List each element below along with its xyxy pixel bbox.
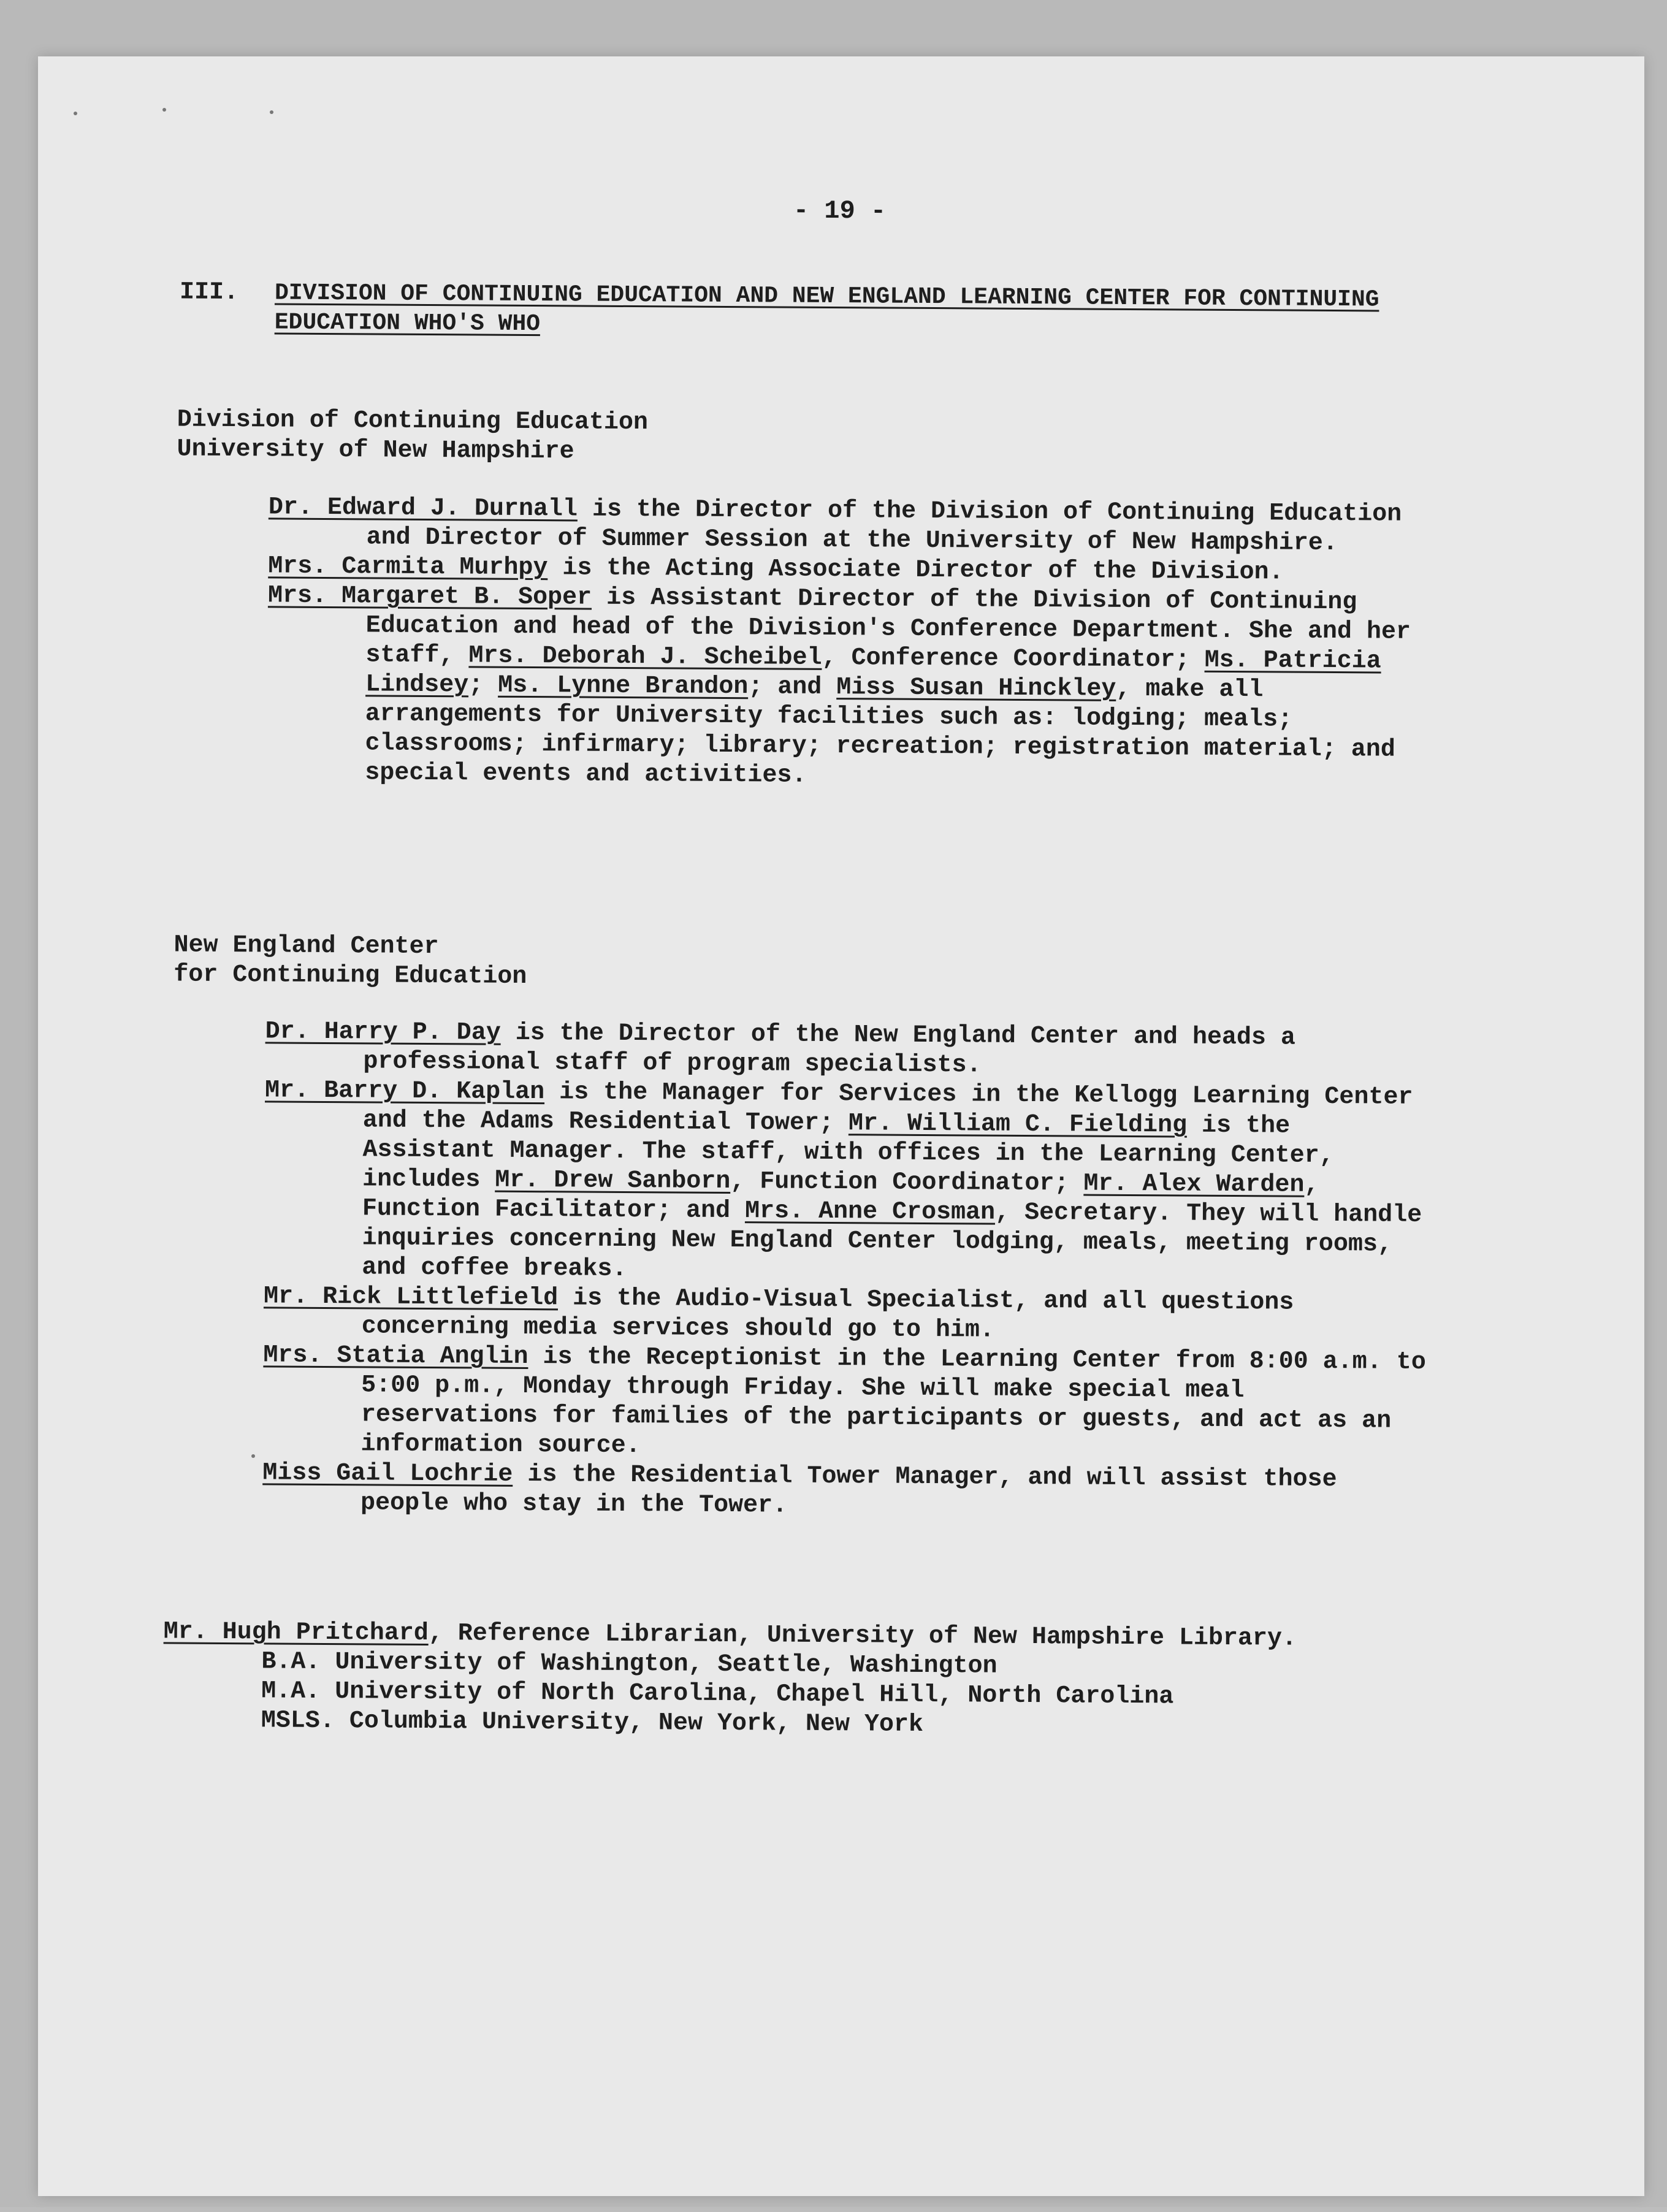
entry-text: , Secretary. They will handle inquiries concerning New England Center lodging, meals, meeting rooms, and coffee breaks. [362, 1199, 1422, 1284]
entry-durnall [268, 493, 1433, 559]
person-name: Mr. Rick Littlefield [263, 1283, 559, 1313]
section-title: DIVISION OF CONTINUING EDUCATION AND NEW ENGLAND LEARNING CENTER FOR CONTINUING EDUCATION WHO'S WHO [274, 280, 1379, 338]
entry-lochrie [262, 1459, 1428, 1525]
person-name: Mrs. Carmita Murhpy [268, 552, 548, 582]
person-name: Dr. Edward J. Durnall [268, 494, 578, 524]
entry-littlefield [264, 1282, 1429, 1348]
entry-day [265, 1017, 1430, 1083]
center-heading-line2: for Continuing Education [174, 961, 527, 991]
entry-text: is the Acting Associate Director of the Division. [547, 554, 1284, 587]
person-name: Mrs. Margaret B. Soper [267, 582, 592, 612]
librarian-entry [163, 1617, 1451, 1743]
person-name: Mr. Drew Sanborn [495, 1166, 731, 1196]
entry-text: , Function Coordinator; [730, 1168, 1084, 1198]
degree-line: MSLS. Columbia University, New York, New York [261, 1707, 924, 1739]
entry-kaplan [264, 1076, 1430, 1289]
entry-text: ; and [748, 673, 837, 702]
entry-text: is the Residential Tower Manager, and will assist those people who stay in the Tower. [360, 1460, 1337, 1520]
entry-text: is the Director of the New England Center and heads a professional staff of program specialists. [363, 1019, 1296, 1080]
person-name: Miss Gail Lochrie [262, 1459, 513, 1489]
entry-text: , Function Facilitator; and [362, 1171, 1319, 1226]
entry-text: is Assistant Director of the Division of Continuing Education and head of the Division's Conference Department. She and her staff, [365, 584, 1411, 670]
entry-text: , make all arrangements for University facilities such as: lodging; meals; classrooms; infirmary; library; recreation; registration material; and special events and activities. [365, 675, 1395, 790]
person-name: Dr. Harry P. Day [265, 1018, 501, 1047]
person-name: Ms. Lynne Brandon [498, 671, 749, 701]
entry-text: , Reference Librarian, University of New Hampshire Library. [428, 1620, 1297, 1653]
entry-text: is the Audio-Visual Specialist, and all questions concerning media services should go to him. [361, 1284, 1294, 1344]
person-name: Mrs. Anne Crosman [744, 1197, 996, 1227]
person-name: Ms. Patricia Lindsey [365, 646, 1381, 700]
entry-soper [267, 581, 1433, 795]
person-name: Mr. Hugh Pritchard [163, 1618, 429, 1648]
person-name: Mr. Alex Warden [1083, 1170, 1305, 1199]
person-name: Mr. Barry D. Kaplan [264, 1077, 545, 1107]
person-name: Mr. William C. Fielding [848, 1110, 1188, 1140]
person-name: Miss Susan Hinckley [836, 674, 1116, 703]
division-entries [267, 493, 1433, 795]
degree-line: M.A. University of North Carolina, Chapel Hill, North Carolina [261, 1677, 1174, 1711]
degree-line: B.A. University of Washington, Seattle, Washington [261, 1648, 998, 1680]
person-name: Mrs. Deborah J. Scheibel [468, 642, 822, 672]
center-heading [174, 931, 527, 992]
entry-text: is the Manager for Services in the Kellogg Learning Center and the Adams Residential Tower; [362, 1078, 1413, 1138]
entry-text: is the Receptionist in the Learning Center from 8:00 a.m. to 5:00 p.m., Monday through Friday. She will make special meal reservations for families of the participants or guests, and act as an information source. [360, 1343, 1426, 1460]
division-heading-line1: Division of Continuing Education [177, 406, 649, 437]
center-heading-line1: New England Center [174, 931, 439, 961]
division-heading [177, 405, 648, 467]
person-name: Mrs. Statia Anglin [263, 1341, 528, 1371]
section-number: III. [179, 278, 239, 307]
page-number: - 19 - [793, 196, 887, 226]
entry-text: , Conference Coordinator; [822, 644, 1205, 674]
entry-text: is the Director of the Division of Continuing Education and Director of Summer Session at the University of New Hampshire. [366, 495, 1402, 558]
entry-text: ; [468, 671, 498, 700]
center-entries [262, 1017, 1430, 1525]
entry-anglin [262, 1341, 1428, 1466]
entry-text: is the Assistant Manager. The staff, with offices in the Learning Center, includes [362, 1112, 1334, 1194]
section-heading [179, 278, 1418, 338]
division-heading-line2: University of New Hampshire [177, 435, 574, 466]
